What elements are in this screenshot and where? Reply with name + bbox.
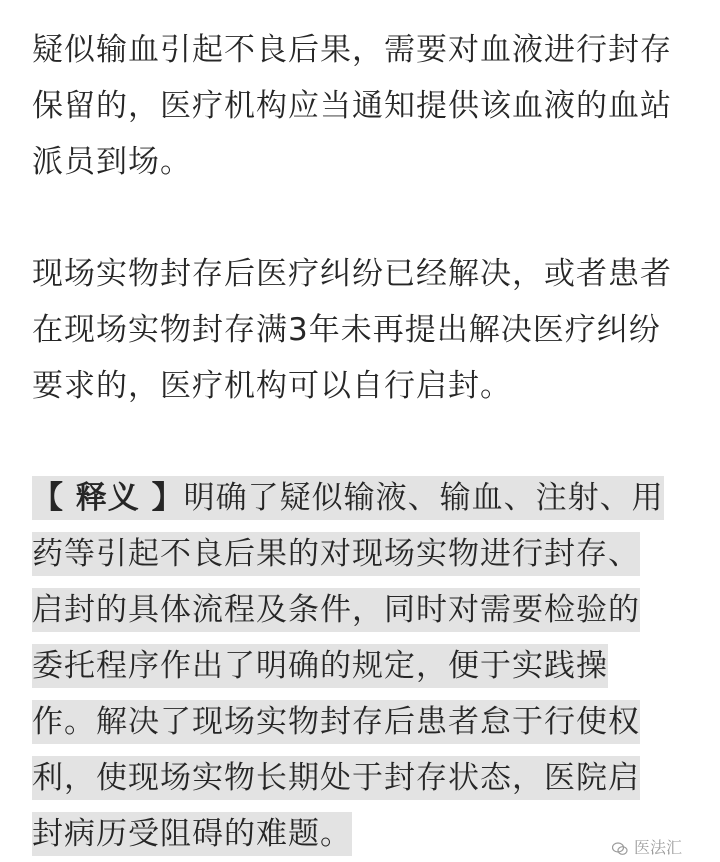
interpretation-block	[32, 470, 692, 862]
interpretation-line	[32, 638, 692, 694]
paragraph-gap	[32, 414, 692, 470]
interpretation-line-text: 药等引起不良后果的对现场实物进行封存、	[32, 532, 640, 576]
paragraph-blood-sealing: 疑似输血引起不良后果，需要对血液进行封存保留的，医疗机构应当通知提供该血液的血站派员到场。	[32, 32, 672, 180]
interpretation-line	[32, 526, 692, 582]
article-body	[32, 22, 692, 862]
paragraph-unsealing-conditions: 现场实物封存后医疗纠纷已经解决，或者患者在现场实物封存满3年未再提出解决医疗纠纷要求的，医疗机构可以自行启封。	[32, 256, 672, 404]
interpretation-line-text: 启封的具体流程及条件，同时对需要检验的	[32, 588, 640, 632]
interpretation-line	[32, 582, 692, 638]
interpretation-line-text: 委托程序作出了明确的规定，便于实践操	[32, 644, 608, 688]
interpretation-line	[32, 750, 692, 806]
wechat-icon	[612, 841, 628, 855]
interpretation-line	[32, 806, 692, 862]
watermark-text: 医法汇	[634, 838, 683, 857]
paragraph-gap	[32, 190, 692, 246]
interpretation-line-text: 明确了疑似输液、输血、注射、用	[183, 480, 664, 516]
interpretation-line-text: 利，使现场实物长期处于封存状态，医院启	[32, 756, 640, 800]
interpretation-line	[32, 470, 692, 526]
interpretation-line-text: 封病历受阻碍的难题。	[32, 812, 352, 856]
interpretation-term: 【 释义 】	[32, 480, 184, 516]
source-watermark	[612, 838, 682, 858]
interpretation-line-text: 作。解决了现场实物封存后患者怠于行使权	[32, 700, 640, 744]
interpretation-line	[32, 694, 692, 750]
